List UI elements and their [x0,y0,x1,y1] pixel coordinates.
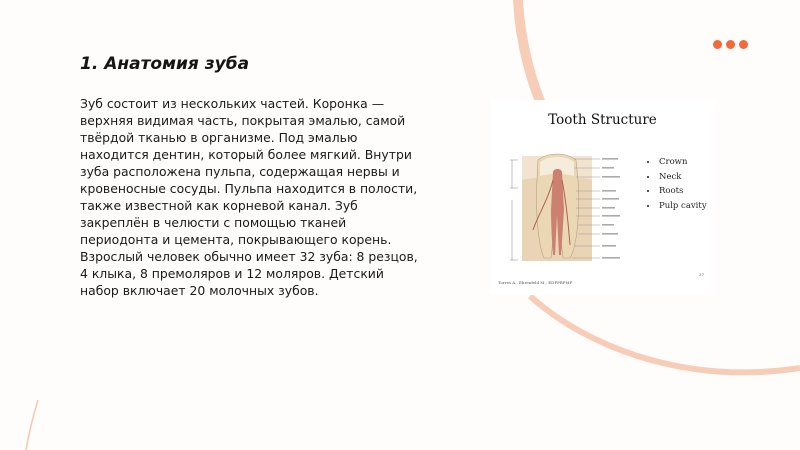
bullet-neck: • Neck [658,170,707,185]
body-text: Зуб состоит из нескольких частей. Коронка — верхняя видимая часть, покрытая эмалью, самой твёрдой тканью в организме. Под эмалью находится дентин, который более мягкий. Внутри зуба расположена пульпа, содержащая нервы и кровеносные сосуды. Пульпа находится в полости, также известной как корневой канал. Зуб закреплён в челюсти с помощью тканей периодонта и цемента, покрывающего корень. Взрослый человек обычно имеет 32 зуба: 8 резцов, 4 клыка, 8 премоляров и 12 моляров. Детский набор включает 20 молочных зубов. [80,96,418,298]
bullet-crown: • Crown [658,155,707,170]
bullet-roots: • Roots [658,184,707,199]
figure-bullet-list [648,155,707,213]
tooth-structure-figure [490,100,715,295]
figure-title: Tooth Structure [548,112,657,128]
tooth-diagram [508,150,648,265]
figure-page-number: 37 [699,272,705,277]
accent-dot [726,40,735,49]
lower-arc [530,296,800,372]
figure-credit: Torres A., Ehrenfeld M., EDFPRPMP [498,280,573,285]
accent-dots [713,40,748,49]
left-edge-arc [26,400,38,450]
bullet-pulp-cavity: • Pulp cavity [658,199,707,214]
accent-dot [713,40,722,49]
accent-dot [739,40,748,49]
slide-title: 1. Анатомия зуба [80,54,250,74]
